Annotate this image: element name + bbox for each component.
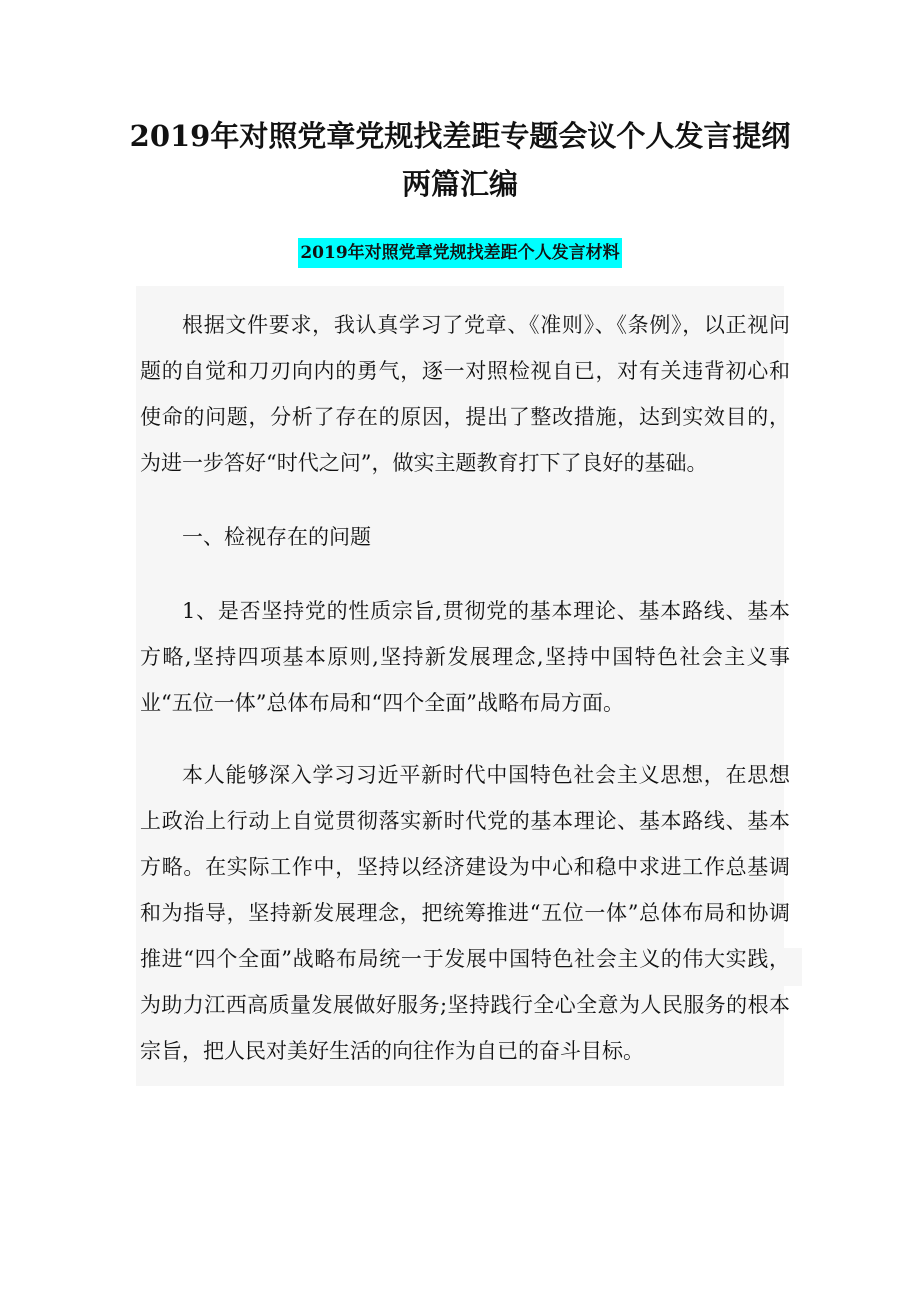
paragraph-question-1: 1、是否坚持党的性质宗旨,贯彻党的基本理论、基本路线、基本方略,坚持四项基本原则,坚持新发展理念,坚持中国特色社会主义事业“五位一体”总体布局和“四个全面”战略布局方面。 xyxy=(140,599,790,715)
section-heading: 一、检视存在的问题 xyxy=(182,525,371,549)
subtitle-container xyxy=(0,238,920,268)
document-title-line-2: 两篇汇编 xyxy=(401,167,518,201)
paragraph-intro: 根据文件要求，我认真学习了党章、《准则》、《条例》，以正视问题的自觉和刀刃向内的勇气，逐一对照检视自已，对有关违背初心和使命的问题，分析了存在的原因，提出了整改措施，达到实效目的，为进一步答好“时代之问”，做实主题教育打下了良好的基础。 xyxy=(140,313,790,475)
document-subtitle: 2019年对照党章党规找差距个人发言材料 xyxy=(298,238,621,268)
document-title-line-1: 2019年对照党章党规找差距专题会议个人发言提纲 xyxy=(129,119,791,153)
paragraph-answer-1: 本人能够深入学习习近平新时代中国特色社会主义思想，在思想上政治上行动上自觉贯彻落实新时代党的基本理论、基本路线、基本方略。在实际工作中，坚持以经济建设为中心和稳中求进工作总基调和为指导，坚持新发展理念，把统筹推进“五位一体”总体布局和协调推进“四个全面”战略布局统一于发展中国特色社会主义的伟大实践，为助力江西高质量发展做好服务;坚持践行全心全意为人民服务的根本宗旨，把人民对美好生活的向往作为自已的奋斗目标。 xyxy=(140,763,790,1063)
